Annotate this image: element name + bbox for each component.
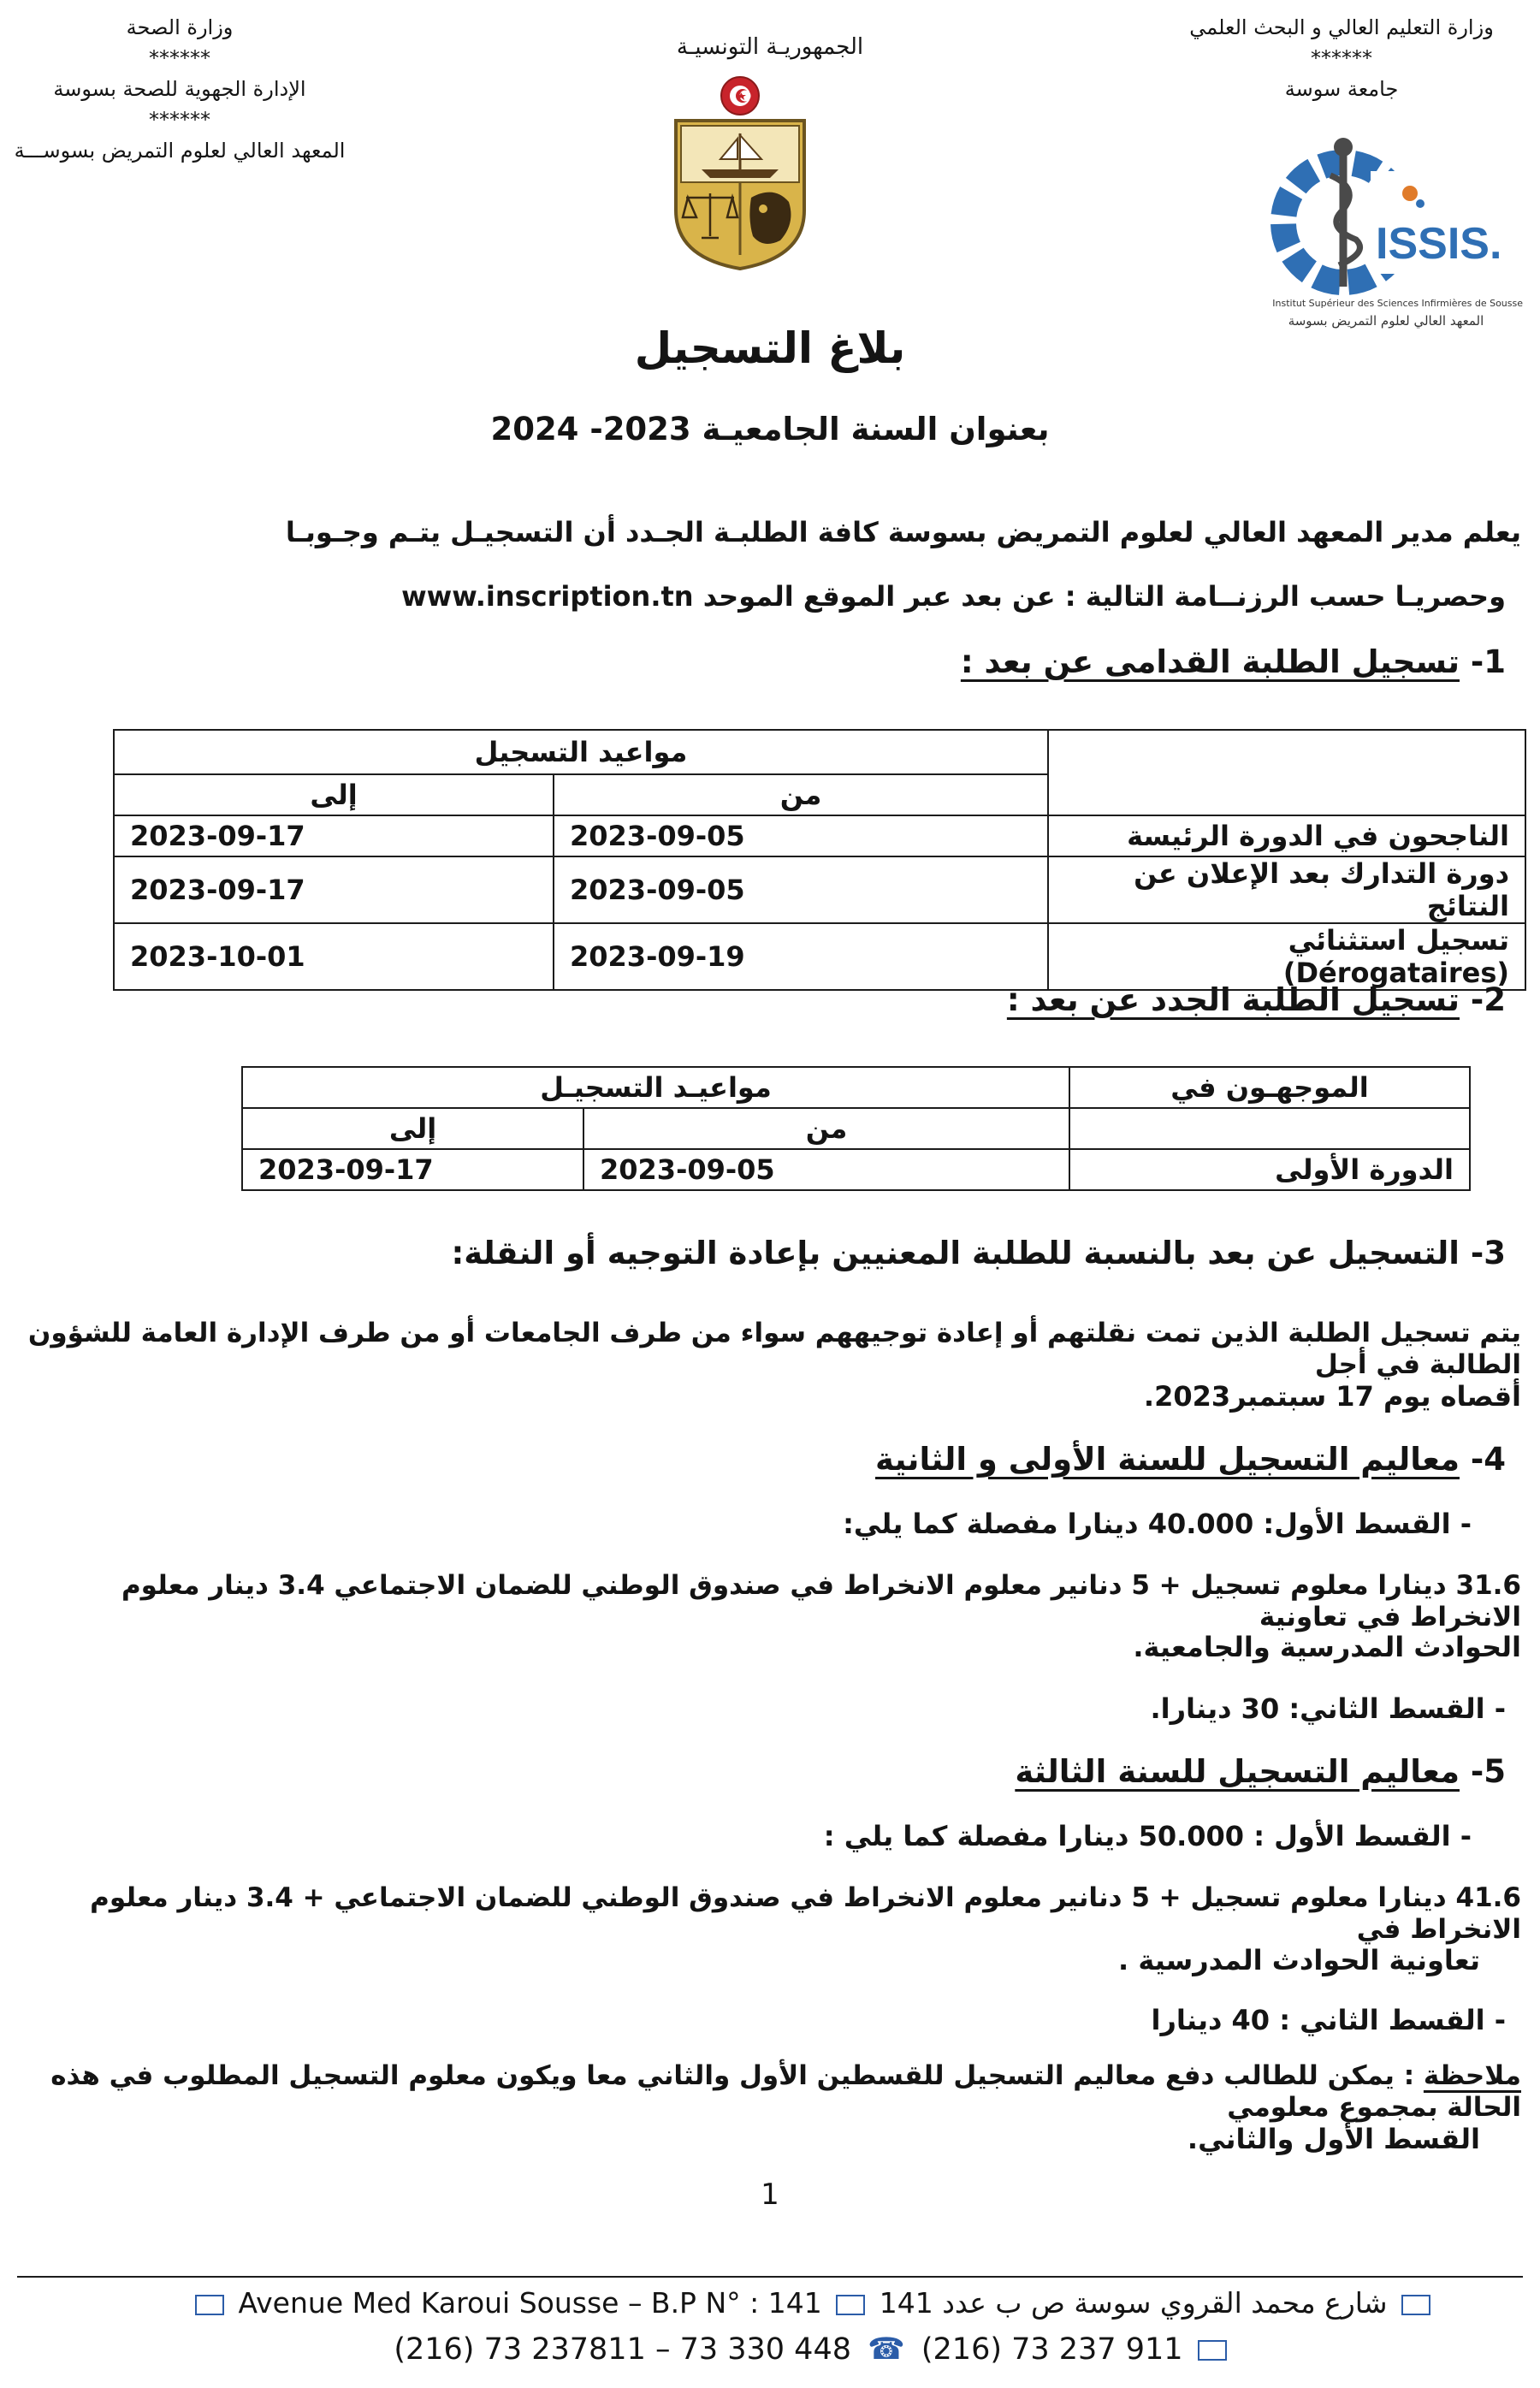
tunisia-emblem-icon — [667, 74, 813, 270]
section-5-label: معاليم التسجيل للسنة الثالثة — [1015, 1753, 1460, 1790]
table-header-to: إلى — [114, 774, 554, 815]
section-3-line-1: يتم تسجيل الطلبة الذين تمت نقلتهم أو إعادة توجيههم سواء من طرف الجامعات أو من طرف الإدارة العامة للشؤون الطالبة في أجل — [27, 1318, 1521, 1381]
logo-caption-ar: المعهد العالي لعلوم التمريض بسوسة — [1288, 313, 1484, 329]
note-label: ملاحظة — [1423, 2060, 1521, 2091]
section-3-number: 3- — [1470, 1235, 1506, 1271]
header-right-line: ****** — [1311, 46, 1372, 70]
row-from: 2023-09-19 — [554, 923, 1048, 990]
table-row — [242, 1149, 1470, 1190]
section-1-number: 1- — [1470, 643, 1506, 680]
table-header-from: من — [583, 1108, 1069, 1149]
row-from: 2023-09-05 — [554, 856, 1048, 923]
section-4-number: 4- — [1470, 1441, 1506, 1478]
section-3-label: التسجيل عن بعد بالنسبة للطلبة المعنيين بإعادة التوجيه أو النقلة: — [451, 1235, 1460, 1271]
section-5-heading — [1015, 1753, 1506, 1790]
table-row — [114, 923, 1525, 990]
header-left-line: ****** — [149, 108, 210, 132]
intro-line-2-text: وحصريـا حسب الرزنــامة التالية : عن بعد عبر الموقع الموحد — [702, 580, 1506, 613]
logo-caption-fr: Institut Supérieur des Sciences Infirmières de Sousse — [1272, 298, 1523, 309]
footer-address-ar: شارع محمد القروي سوسة ص ب عدد 141 — [879, 2286, 1388, 2320]
section-4-detail-2: الحوادث المدرسية والجامعية. — [1133, 1631, 1521, 1663]
envelope-icon — [1401, 2295, 1430, 2315]
header-right — [1162, 9, 1521, 108]
section-5-detail-1: 41.6 دينارا معلوم تسجيل + 5 دنانير معلوم الانخراط في صندوق الوطني للضمان الاجتماعي + 3.4 دينار معلوم الانخراط في — [90, 1882, 1521, 1946]
row-to: 2023-09-17 — [242, 1149, 583, 1190]
footer-phone: (216) 73 237 911 — [921, 2332, 1183, 2367]
row-to: 2023-10-01 — [114, 923, 554, 990]
note-text: : يمكن للطالب دفع معاليم التسجيل للقسطين الأول والثاني معا ويكون معلوم التسجيل المطلوب في هذه الحالة بمجموع معلومي — [50, 2060, 1521, 2124]
section-2-label: تسجيل الطلبة الجدد عن بعد : — [1006, 981, 1460, 1018]
page-subtitle: بعنوان السنة الجامعيـة 2023- 2024 — [490, 411, 1050, 447]
table-header-blank — [1069, 1108, 1470, 1149]
row-label: الناجحون في الدورة الرئيسة — [1048, 815, 1525, 856]
section-5-item-1: - القسط الأول : 50.000 دينارا مفصلة كما يلي : — [823, 1820, 1472, 1852]
section-5-detail-2: تعاونية الحوادث المدرسية . — [1118, 1944, 1480, 1976]
section-3-line-2: أقصاه يوم 17 سبتمبر2023. — [1143, 1380, 1521, 1413]
row-from: 2023-09-05 — [583, 1149, 1069, 1190]
header-left — [9, 9, 351, 169]
section-4-detail-1: 31.6 دينارا معلوم تسجيل + 5 دنانير معلوم الانخراط في صندوق الوطني للضمان الاجتماعي 3.4 دينار معلوم الانخراط في تعاونية — [121, 1570, 1521, 1633]
table-header-from: من — [554, 774, 1048, 815]
section-3-heading — [451, 1235, 1506, 1271]
section-4-label: معاليم التسجيل للسنة الأولى و الثانية — [875, 1441, 1460, 1478]
mailbox-icon — [836, 2295, 865, 2315]
header-left-line: الإدارة الجهوية للصحة بسوسة — [53, 77, 306, 101]
registration-url[interactable]: www.inscription.tn — [401, 580, 694, 613]
section-1-label: تسجيل الطلبة القدامى عن بعد : — [960, 643, 1460, 680]
footer-phones — [128, 2332, 1497, 2367]
header-left-line: ****** — [149, 46, 210, 70]
footer-address — [128, 2286, 1497, 2320]
section-2-number: 2- — [1470, 981, 1506, 1018]
note-line-1 — [15, 2060, 1521, 2124]
intro-line-2 — [0, 580, 1506, 613]
row-to: 2023-09-17 — [114, 856, 554, 923]
section-1-heading — [961, 643, 1506, 680]
issis-logo — [1249, 137, 1523, 342]
section-5-number: 5- — [1470, 1753, 1506, 1790]
header-right-line: جامعة سوسة — [1284, 77, 1399, 101]
new-students-table — [241, 1066, 1471, 1191]
section-4-item-1: - القسط الأول: 40.000 دينارا مفصلة كما يلي: — [843, 1508, 1472, 1540]
row-label: دورة التدارك بعد الإعلان عن النتائج — [1048, 856, 1525, 923]
fax-icon — [1198, 2340, 1227, 2361]
table-header-to: إلى — [242, 1108, 583, 1149]
section-4-item-2: - القسط الثاني: 30 دينارا. — [1150, 1692, 1506, 1725]
table-header-oriented: الموجهـون في — [1069, 1067, 1470, 1108]
header-left-line: وزارة الصحة — [126, 15, 234, 39]
footer-divider — [17, 2276, 1523, 2278]
row-label: الدورة الأولى — [1069, 1149, 1470, 1190]
table-header-blank — [1048, 730, 1525, 815]
note-line-2: القسط الأول والثاني. — [1187, 2123, 1480, 2155]
table-header-dates: مواعيد التسجيل — [114, 730, 1048, 774]
section-2-heading — [1007, 981, 1506, 1018]
row-label: تسجيل استثنائي (Dérogataires) — [1048, 923, 1525, 990]
page-title: بلاغ التسجيل — [634, 323, 906, 373]
page-number: 1 — [761, 2178, 779, 2212]
table-row — [114, 815, 1525, 856]
section-4-heading — [875, 1441, 1506, 1478]
old-students-table — [113, 729, 1526, 991]
section-5-item-2: - القسط الثاني : 40 دينارا — [1151, 2004, 1506, 2036]
intro-line-1: يعلم مدير المعهد العالي لعلوم التمريض بسوسة كافة الطلبـة الجـدد أن التسجيـل يتـم وجـوبـا — [285, 516, 1521, 548]
table-header-dates: مواعيـد التسجيـل — [242, 1067, 1069, 1108]
country-name: الجمهوريـة التونسيـة — [676, 34, 864, 60]
footer-address-fr: Avenue Med Karoui Sousse – B.P N° : 141 — [238, 2286, 822, 2320]
row-from: 2023-09-05 — [554, 815, 1048, 856]
header-left-line: المعهد العالي لعلوم التمريض بسوســـة — [14, 139, 346, 163]
row-to: 2023-09-17 — [114, 815, 554, 856]
footer-fax: (216) 73 237811 – 73 330 448 — [394, 2332, 851, 2367]
logo-name: ISSIS. — [1376, 219, 1502, 269]
envelope-icon — [195, 2295, 224, 2315]
telephone-icon: ☎ — [868, 2332, 905, 2367]
header-right-line: وزارة التعليم العالي و البحث العلمي — [1189, 15, 1494, 39]
table-row — [114, 856, 1525, 923]
